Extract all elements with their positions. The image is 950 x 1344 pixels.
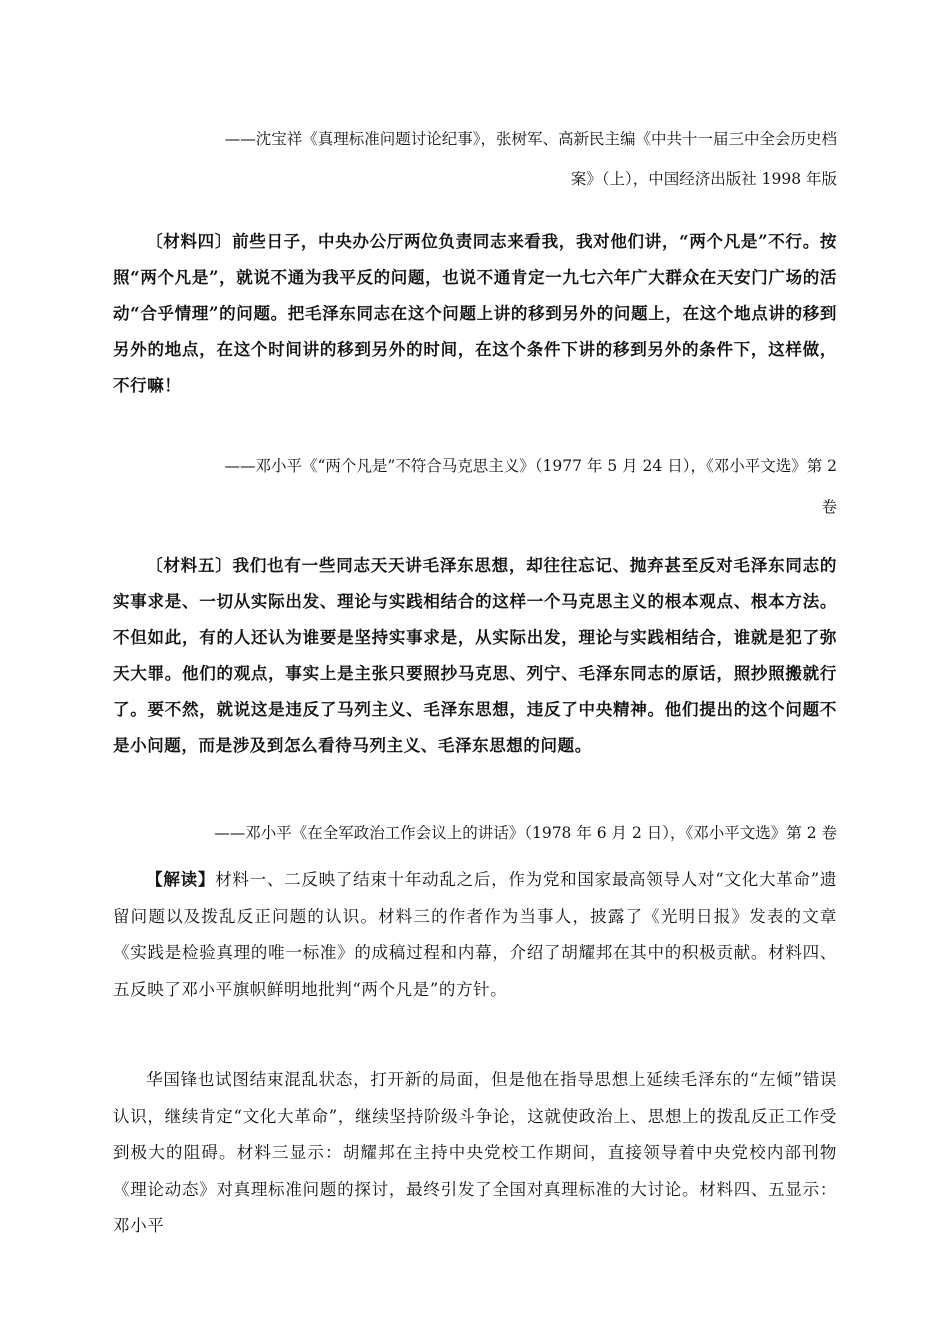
body-paragraph: [113, 1062, 837, 1245]
citation-material-4-line-1: ——邓小平《“两个凡是”不符合马克思主义》（1977 年 5 月 24 日），《邓小平文选》第 2: [224, 457, 837, 475]
citation-material-5: ——邓小平《在全军政治工作会议上的讲话》（1978 年 6 月 2 日），《邓小平文选》第 2 卷: [214, 824, 837, 842]
material-4-text: 〔材料四〕前些日子，中央办公厅两位负责同志来看我，我对他们讲，“两个凡是”不行。按照“两个凡是”，就说不通为我平反的问题，也说不通肯定一九七六年广大群众在天安门广场的活动“合乎情理”的问题。把毛泽东同志在这个问题上讲的移到另外的问题上，在这个地点讲的移到另外的地点，在这个时间讲的移到另外的时间，在这个条件下讲的移到另外的条件下，这样做，不行嘛！: [113, 232, 837, 395]
analysis-label: 【解读】: [146, 870, 216, 889]
analysis-text: 材料一、二反映了结束十年动乱之后，作为党和国家最高领导人对“文化大革命”遗留问题以及拨乱反正问题的认识。材料三的作者作为当事人，披露了《光明日报》发表的文章《实践是检验真理的唯一标准》的成稿过程和内幕，介绍了胡耀邦在其中的积极贡献。材料四、五反映了邓小平旗帜鲜明地批判“两个凡是”的方针。: [113, 870, 837, 999]
citation-material-3-line-2: 案》（上），中国经济出版社 1998 年版: [570, 170, 837, 188]
material-5-paragraph: [113, 548, 837, 764]
citation-material-3-line-1: ——沈宝祥《真理标准问题讨论纪事》，张树军、高新民主编《中共十一届三中全会历史档: [224, 130, 837, 148]
material-4-paragraph: [113, 224, 837, 404]
body-text: 华国锋也试图结束混乱状态，打开新的局面，但是他在指导思想上延续毛泽东的“左倾”错误认识，继续肯定“文化大革命”，继续坚持阶级斗争论，这就使政治上、思想上的拨乱反正工作受到极大的阻碍。材料三显示：胡耀邦在主持中央党校工作期间，直接领导着中央党校内部刊物《理论动态》对真理标准问题的探讨，最终引发了全国对真理标准的大讨论。材料四、五显示：邓小平: [113, 1070, 837, 1235]
citation-material-4-line-2: 卷: [821, 498, 837, 516]
material-5-text: 〔材料五〕我们也有一些同志天天讲毛泽东思想，却往往忘记、抛弃甚至反对毛泽东同志的实事求是、一切从实际出发、理论与实践相结合的这样一个马克思主义的根本观点、根本方法。不但如此，有的人还认为谁要是坚持实事求是，从实际出发，理论与实践相结合，谁就是犯了弥天大罪。他们的观点，事实上是主张只要照抄马克思、列宁、毛泽东同志的原话，照抄照搬就行了。要不然，就说这是违反了马列主义、毛泽东思想，违反了中央精神。他们提出的这个问题不是小问题，而是涉及到怎么看待马列主义、毛泽东思想的问题。: [113, 556, 837, 755]
analysis-paragraph: [113, 862, 837, 1008]
